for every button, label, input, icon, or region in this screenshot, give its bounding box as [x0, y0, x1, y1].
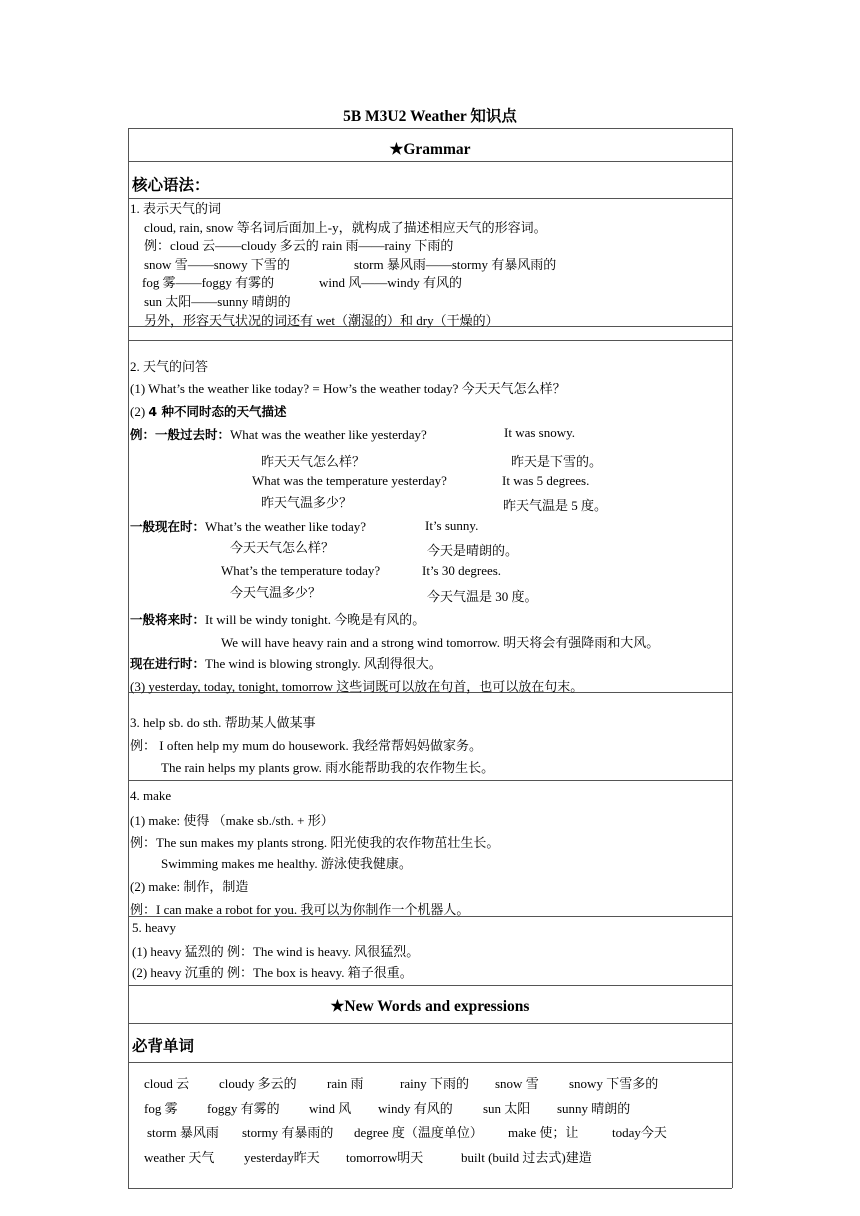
word-item: snowy 下雪多的 [569, 1076, 659, 1091]
word-item: today今天 [612, 1125, 667, 1140]
section-2-line [130, 402, 286, 420]
section-4-heading: 4. make [130, 788, 172, 803]
section-3-line: 例： I often help my mum do housework. 我经常帮妈妈做家务。 [130, 738, 483, 753]
page-title: 5B M3U2 Weather 知识点 [343, 108, 517, 125]
past-question-1: What was the weather like yesterday? [230, 427, 427, 442]
section-1-heading: 1. 表示天气的词 [130, 201, 222, 216]
word-item: rain 雨 [327, 1076, 364, 1091]
word-item: windy 有风的 [378, 1101, 453, 1116]
section-1-line: storm 暴风雨——stormy 有暴风雨的 [354, 257, 557, 272]
word-item: rainy 下雨的 [400, 1076, 469, 1091]
past-answer-2-cn: 昨天气温是 5 度。 [503, 498, 608, 513]
section-5-line: (1) heavy 猛烈的 例：The wind is heavy. 风很猛烈。 [132, 944, 420, 959]
progressive-sentence: The wind is blowing strongly. 风刮得很大。 [205, 656, 442, 671]
word-item: sunny 晴朗的 [557, 1101, 631, 1116]
present-answer-2-cn: 今天气温是 30 度。 [427, 589, 538, 604]
section-2-line [130, 425, 427, 443]
new-words-header: ★New Words and expressions [330, 998, 530, 1015]
section-5-line: (2) heavy 沉重的 例：The box is heavy. 箱子很重。 [132, 965, 413, 980]
present-answer-2: It’s 30 degrees. [422, 563, 502, 578]
divider [128, 161, 732, 162]
present-question-1-cn: 今天天气怎么样？ [230, 540, 335, 555]
section-5-heading: 5. heavy [132, 920, 177, 935]
divider [128, 128, 732, 129]
section-3-line: The rain helps my plants grow. 雨水能帮助我的农作物生长。 [161, 760, 495, 775]
divider [128, 1188, 732, 1189]
section-1-line: snow 雪——snowy 下雪的 [144, 257, 290, 272]
section-3-heading: 3. help sb. do sth. 帮助某人做某事 [130, 715, 316, 730]
item-number: (2) [130, 404, 146, 419]
core-grammar-label: 核心语法： [132, 176, 210, 194]
tense-heading: 4 种不同时态的天气描述 [148, 404, 287, 419]
section-2-line: (1) What’s the weather like today? = How’s the weather today? 今天天气怎么样？ [130, 381, 566, 396]
past-answer-1: It was snowy. [504, 425, 576, 440]
word-item: degree 度（温度单位） [354, 1125, 483, 1140]
section-2-line [130, 653, 442, 672]
progressive-tense-label: 现在进行时： [130, 656, 206, 671]
word-item: cloudy 多云的 [219, 1076, 297, 1091]
example-label: 例： [130, 427, 156, 442]
word-item: storm 暴风雨 [147, 1125, 219, 1140]
word-item: stormy 有暴雨的 [242, 1125, 334, 1140]
section-4-line: 例：I can make a robot for you. 我可以为你制作一个机器人。 [130, 902, 470, 917]
section-1-line: cloud, rain, snow 等名词后面加上-y，就构成了描述相应天气的形容词。 [144, 220, 547, 235]
present-answer-1-cn: 今天是晴朗的。 [427, 543, 519, 558]
word-item: foggy 有雾的 [207, 1101, 280, 1116]
section-4-line: 例：The sun makes my plants strong. 阳光使我的农作物茁壮生长。 [130, 835, 500, 850]
section-4-line: (2) make: 制作，制造 [130, 879, 249, 894]
divider [128, 1062, 732, 1063]
present-answer-1: It’s sunny. [425, 518, 479, 533]
section-2-line: (3) yesterday, today, tonight, tomorrow 这些词既可以放在句首，也可以放在句末。 [130, 679, 584, 694]
section-2-line [130, 517, 366, 535]
section-1-line: 另外，形容天气状况的词还有 wet（潮湿的）和 dry（干燥的） [144, 313, 499, 328]
section-1-line: fog 雾——foggy 有雾的 [142, 275, 275, 290]
must-learn-label: 必背单词 [132, 1037, 195, 1055]
past-question-2: What was the temperature yesterday? [252, 473, 447, 488]
word-item: yesterday昨天 [244, 1150, 320, 1165]
word-item: fog 雾 [144, 1101, 178, 1116]
word-item: cloud 云 [144, 1076, 190, 1091]
word-item: make 使；让 [508, 1125, 579, 1140]
past-tense-label: 一般过去时： [155, 427, 231, 442]
past-answer-2: It was 5 degrees. [502, 473, 590, 488]
past-question-1-cn: 昨天天气怎么样？ [261, 454, 366, 469]
present-tense-label: 一般现在时： [130, 519, 206, 534]
section-4-line: (1) make: 使得 （make sb./sth. + 形） [130, 813, 334, 828]
section-2-line [130, 609, 425, 628]
future-tense-label: 一般将来时： [130, 612, 206, 627]
word-item: sun 太阳 [483, 1101, 531, 1116]
divider [128, 340, 732, 341]
present-question-1: What’s the weather like today? [205, 519, 367, 534]
word-item: built (build 过去式)建造 [461, 1150, 592, 1165]
word-item: snow 雪 [495, 1076, 539, 1091]
divider [128, 780, 732, 781]
future-sentence-1: It will be windy tonight. 今晚是有风的。 [205, 612, 426, 627]
divider [128, 985, 732, 986]
present-question-2-cn: 今天气温多少？ [230, 585, 322, 600]
future-sentence-2: We will have heavy rain and a strong wind tomorrow. 明天将会有强降雨和大风。 [221, 635, 660, 650]
section-1-line: 例：cloud 云——cloudy 多云的 rain 雨——rainy 下雨的 [144, 238, 454, 253]
word-item: wind 风 [309, 1101, 352, 1116]
section-1-line: sun 太阳——sunny 晴朗的 [144, 294, 291, 309]
past-answer-1-cn: 昨天是下雪的。 [511, 454, 603, 469]
word-item: weather 天气 [144, 1150, 215, 1165]
past-question-2-cn: 昨天气温多少？ [261, 495, 353, 510]
present-question-2: What’s the temperature today? [221, 563, 381, 578]
word-item: tomorrow明天 [346, 1150, 424, 1165]
section-2-heading: 2. 天气的问答 [130, 359, 209, 374]
section-1-line: wind 风——windy 有风的 [319, 275, 463, 290]
divider [128, 1023, 732, 1024]
section-4-line: Swimming makes me healthy. 游泳使我健康。 [161, 856, 412, 871]
grammar-header: ★Grammar [389, 141, 471, 158]
